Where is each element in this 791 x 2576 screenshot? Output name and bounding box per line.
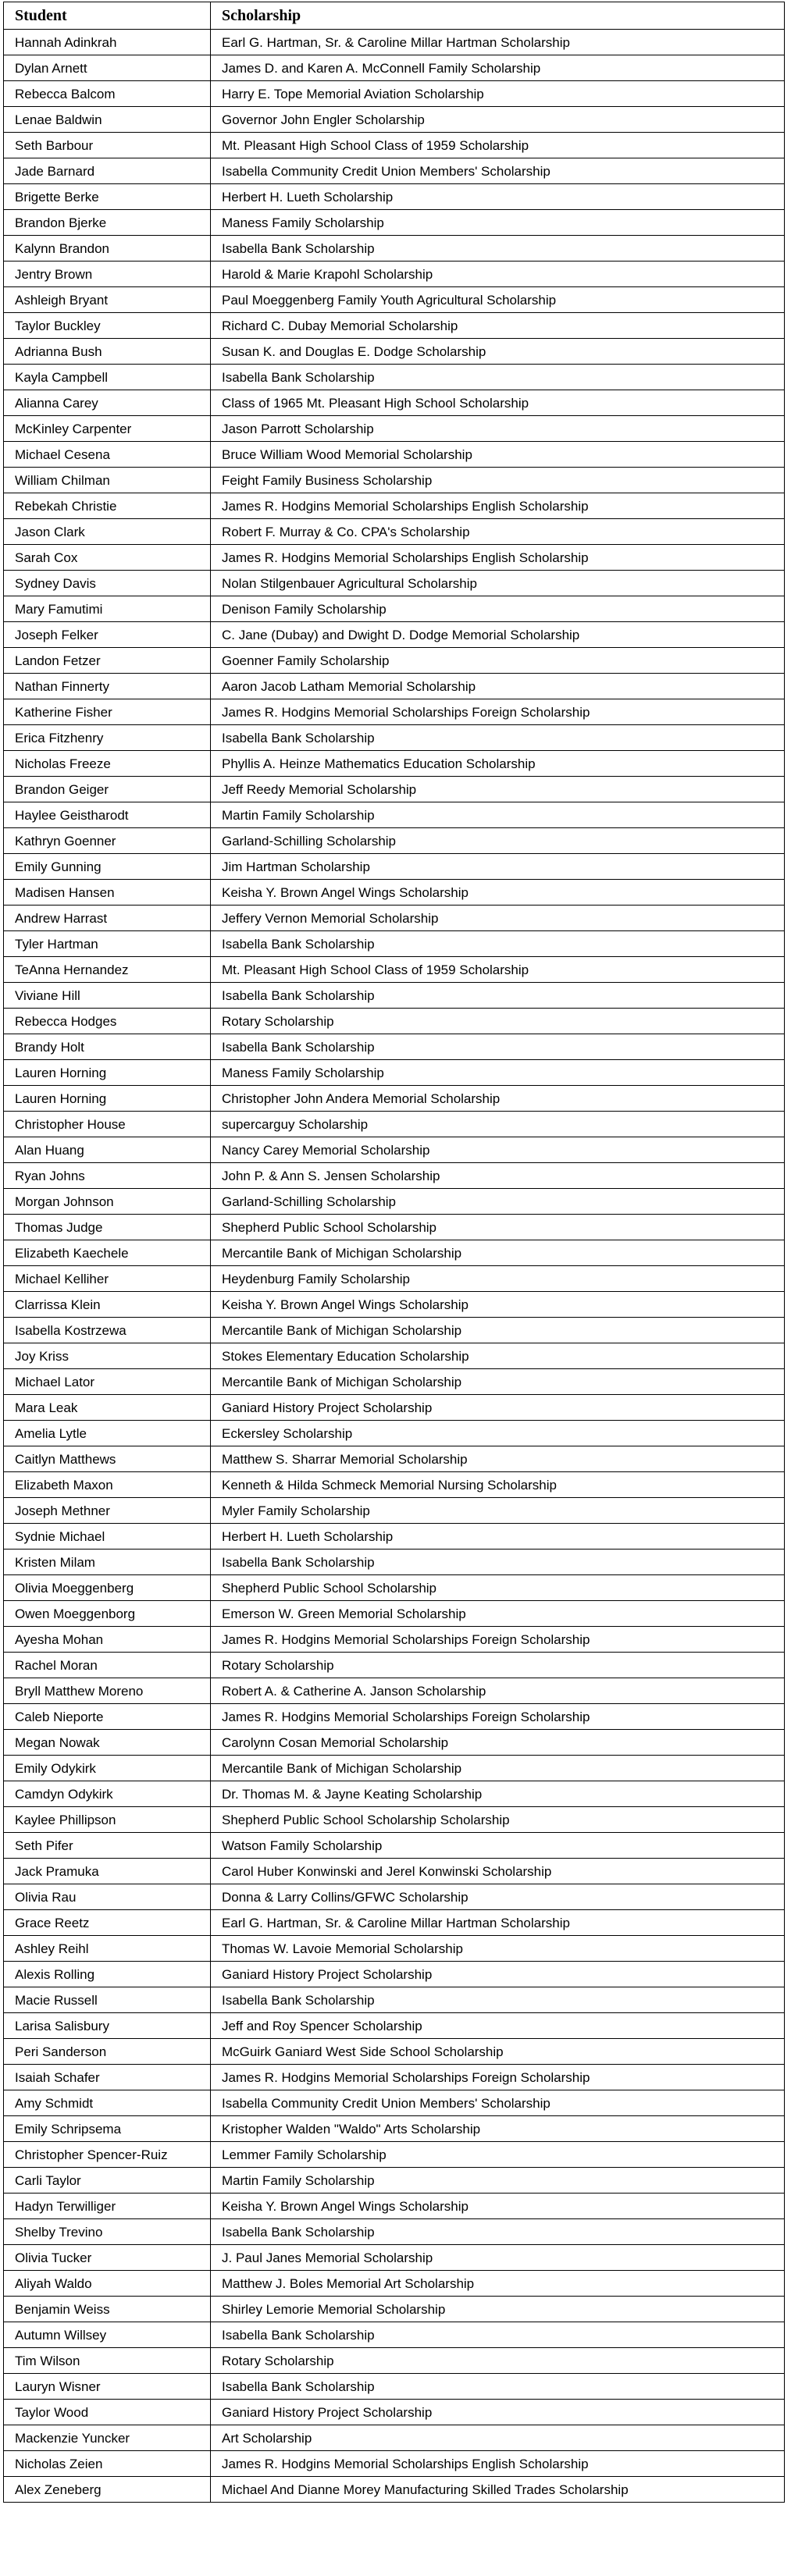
table-row xyxy=(4,210,785,236)
scholarship-name-cell: Matthew J. Boles Memorial Art Scholarship xyxy=(211,2271,785,2297)
student-name-cell: Clarrissa Klein xyxy=(4,1292,211,1318)
scholarship-name-cell: Carolynn Cosan Memorial Scholarship xyxy=(211,1730,785,1756)
table-row xyxy=(4,1060,785,1086)
table-row xyxy=(4,1730,785,1756)
student-name-cell: Sarah Cox xyxy=(4,545,211,571)
table-row xyxy=(4,571,785,596)
student-name-cell: Brandon Geiger xyxy=(4,777,211,802)
table-row xyxy=(4,828,785,854)
table-row xyxy=(4,1034,785,1060)
student-name-cell: Hadyn Terwilliger xyxy=(4,2194,211,2219)
scholarship-name-cell: Rotary Scholarship xyxy=(211,1653,785,1678)
scholarship-name-cell: Isabella Bank Scholarship xyxy=(211,1987,785,2013)
table-row xyxy=(4,2297,785,2322)
student-name-cell: Benjamin Weiss xyxy=(4,2297,211,2322)
student-name-cell: Brandy Holt xyxy=(4,1034,211,1060)
scholarship-name-cell: Mercantile Bank of Michigan Scholarship xyxy=(211,1369,785,1395)
student-name-cell: Jentry Brown xyxy=(4,262,211,287)
student-name-cell: Sydney Davis xyxy=(4,571,211,596)
scholarship-name-cell: Matthew S. Sharrar Memorial Scholarship xyxy=(211,1446,785,1472)
scholarship-name-cell: Michael And Dianne Morey Manufacturing Skilled Trades Scholarship xyxy=(211,2477,785,2503)
scholarship-name-cell: Denison Family Scholarship xyxy=(211,596,785,622)
column-header-student: Student xyxy=(4,2,211,30)
table-row xyxy=(4,2065,785,2090)
table-row xyxy=(4,55,785,81)
table-row xyxy=(4,1987,785,2013)
scholarship-name-cell: Isabella Bank Scholarship xyxy=(211,365,785,390)
scholarship-name-cell: Keisha Y. Brown Angel Wings Scholarship xyxy=(211,880,785,906)
table-row xyxy=(4,880,785,906)
student-name-cell: Ashleigh Bryant xyxy=(4,287,211,313)
student-name-cell: Brandon Bjerke xyxy=(4,210,211,236)
table-row xyxy=(4,622,785,648)
student-name-cell: Kristen Milam xyxy=(4,1550,211,1575)
scholarship-name-cell: Earl G. Hartman, Sr. & Caroline Millar Hartman Scholarship xyxy=(211,1910,785,1936)
table-row xyxy=(4,906,785,931)
scholarship-name-cell: Herbert H. Lueth Scholarship xyxy=(211,184,785,210)
table-row xyxy=(4,1936,785,1962)
table-row xyxy=(4,1215,785,1240)
student-name-cell: Olivia Tucker xyxy=(4,2245,211,2271)
table-row xyxy=(4,81,785,107)
table-row xyxy=(4,1910,785,1936)
scholarship-name-cell: Harold & Marie Krapohl Scholarship xyxy=(211,262,785,287)
student-name-cell: Kathryn Goenner xyxy=(4,828,211,854)
scholarship-name-cell: Martin Family Scholarship xyxy=(211,802,785,828)
student-name-cell: Nathan Finnerty xyxy=(4,674,211,699)
table-row xyxy=(4,2013,785,2039)
student-name-cell: Tyler Hartman xyxy=(4,931,211,957)
student-name-cell: Aliyah Waldo xyxy=(4,2271,211,2297)
student-name-cell: Rebekah Christie xyxy=(4,493,211,519)
scholarship-name-cell: Isabella Bank Scholarship xyxy=(211,236,785,262)
table-row xyxy=(4,1446,785,1472)
student-name-cell: William Chilman xyxy=(4,468,211,493)
student-name-cell: Mara Leak xyxy=(4,1395,211,1421)
scholarship-name-cell: Thomas W. Lavoie Memorial Scholarship xyxy=(211,1936,785,1962)
table-row xyxy=(4,1859,785,1884)
scholarship-name-cell: Isabella Community Credit Union Members' Scholarship xyxy=(211,158,785,184)
table-row xyxy=(4,1833,785,1859)
scholarship-name-cell: Robert A. & Catherine A. Janson Scholarship xyxy=(211,1678,785,1704)
table-row xyxy=(4,1266,785,1292)
student-name-cell: Christopher Spencer-Ruiz xyxy=(4,2142,211,2168)
scholarship-name-cell: Shirley Lemorie Memorial Scholarship xyxy=(211,2297,785,2322)
student-name-cell: Dylan Arnett xyxy=(4,55,211,81)
scholarship-name-cell: James R. Hodgins Memorial Scholarships Foreign Scholarship xyxy=(211,1704,785,1730)
scholarship-name-cell: Donna & Larry Collins/GFWC Scholarship xyxy=(211,1884,785,1910)
student-name-cell: Erica Fitzhenry xyxy=(4,725,211,751)
table-row xyxy=(4,1756,785,1781)
student-name-cell: Andrew Harrast xyxy=(4,906,211,931)
scholarship-name-cell: Isabella Bank Scholarship xyxy=(211,2374,785,2400)
student-name-cell: Mackenzie Yuncker xyxy=(4,2425,211,2451)
student-name-cell: Peri Sanderson xyxy=(4,2039,211,2065)
scholarship-name-cell: Stokes Elementary Education Scholarship xyxy=(211,1343,785,1369)
student-name-cell: Alianna Carey xyxy=(4,390,211,416)
scholarship-name-cell: Garland-Schilling Scholarship xyxy=(211,1189,785,1215)
table-row xyxy=(4,1962,785,1987)
student-name-cell: Mary Famutimi xyxy=(4,596,211,622)
student-name-cell: Haylee Geistharodt xyxy=(4,802,211,828)
table-row xyxy=(4,107,785,133)
scholarship-name-cell: Keisha Y. Brown Angel Wings Scholarship xyxy=(211,1292,785,1318)
student-name-cell: Seth Pifer xyxy=(4,1833,211,1859)
table-row xyxy=(4,1472,785,1498)
student-name-cell: Elizabeth Kaechele xyxy=(4,1240,211,1266)
table-row xyxy=(4,2425,785,2451)
scholarship-name-cell: Dr. Thomas M. & Jayne Keating Scholarship xyxy=(211,1781,785,1807)
scholarship-name-cell: Goenner Family Scholarship xyxy=(211,648,785,674)
student-name-cell: Nicholas Zeien xyxy=(4,2451,211,2477)
table-row xyxy=(4,699,785,725)
student-name-cell: Kaylee Phillipson xyxy=(4,1807,211,1833)
student-name-cell: Carli Taylor xyxy=(4,2168,211,2194)
scholarship-name-cell: Jeff and Roy Spencer Scholarship xyxy=(211,2013,785,2039)
student-name-cell: Ayesha Mohan xyxy=(4,1627,211,1653)
student-name-cell: Amy Schmidt xyxy=(4,2090,211,2116)
scholarship-name-cell: Ganiard History Project Scholarship xyxy=(211,1395,785,1421)
scholarship-name-cell: Class of 1965 Mt. Pleasant High School Scholarship xyxy=(211,390,785,416)
table-row xyxy=(4,493,785,519)
scholarship-name-cell: Aaron Jacob Latham Memorial Scholarship xyxy=(211,674,785,699)
table-row xyxy=(4,983,785,1009)
table-row xyxy=(4,365,785,390)
table-row xyxy=(4,2090,785,2116)
table-row xyxy=(4,1163,785,1189)
scholarship-name-cell: Isabella Bank Scholarship xyxy=(211,931,785,957)
scholarship-name-cell: Rotary Scholarship xyxy=(211,1009,785,1034)
scholarship-name-cell: Watson Family Scholarship xyxy=(211,1833,785,1859)
table-row xyxy=(4,1009,785,1034)
table-row xyxy=(4,751,785,777)
table-row xyxy=(4,1575,785,1601)
scholarship-name-cell: Shepherd Public School Scholarship xyxy=(211,1575,785,1601)
student-name-cell: McKinley Carpenter xyxy=(4,416,211,442)
student-name-cell: Alexis Rolling xyxy=(4,1962,211,1987)
table-row xyxy=(4,545,785,571)
table-row xyxy=(4,1086,785,1112)
student-name-cell: Caleb Nieporte xyxy=(4,1704,211,1730)
table-row xyxy=(4,2116,785,2142)
table-body xyxy=(4,30,785,2503)
scholarship-name-cell: Emerson W. Green Memorial Scholarship xyxy=(211,1601,785,1627)
table-row xyxy=(4,802,785,828)
student-name-cell: Amelia Lytle xyxy=(4,1421,211,1446)
student-name-cell: Viviane Hill xyxy=(4,983,211,1009)
student-name-cell: Christopher House xyxy=(4,1112,211,1137)
student-name-cell: Brigette Berke xyxy=(4,184,211,210)
scholarship-name-cell: Maness Family Scholarship xyxy=(211,1060,785,1086)
scholarship-name-cell: Keisha Y. Brown Angel Wings Scholarship xyxy=(211,2194,785,2219)
scholarship-name-cell: James D. and Karen A. McConnell Family Scholarship xyxy=(211,55,785,81)
student-name-cell: Olivia Moeggenberg xyxy=(4,1575,211,1601)
table-row xyxy=(4,1601,785,1627)
scholarship-name-cell: James R. Hodgins Memorial Scholarships English Scholarship xyxy=(211,493,785,519)
scholarship-name-cell: Heydenburg Family Scholarship xyxy=(211,1266,785,1292)
table-row xyxy=(4,854,785,880)
table-row xyxy=(4,1240,785,1266)
table-row xyxy=(4,2322,785,2348)
scholarship-name-cell: James R. Hodgins Memorial Scholarships Foreign Scholarship xyxy=(211,2065,785,2090)
scholarship-name-cell: supercarguy Scholarship xyxy=(211,1112,785,1137)
scholarship-name-cell: Richard C. Dubay Memorial Scholarship xyxy=(211,313,785,339)
table-row xyxy=(4,1627,785,1653)
table-row xyxy=(4,1704,785,1730)
table-row xyxy=(4,236,785,262)
table-row xyxy=(4,2374,785,2400)
student-name-cell: Jade Barnard xyxy=(4,158,211,184)
scholarship-name-cell: Kenneth & Hilda Schmeck Memorial Nursing Scholarship xyxy=(211,1472,785,1498)
table-row xyxy=(4,2039,785,2065)
scholarship-name-cell: Harry E. Tope Memorial Aviation Scholarship xyxy=(211,81,785,107)
student-name-cell: Kayla Campbell xyxy=(4,365,211,390)
scholarship-name-cell: Mercantile Bank of Michigan Scholarship xyxy=(211,1240,785,1266)
scholarship-name-cell: Paul Moeggenberg Family Youth Agricultural Scholarship xyxy=(211,287,785,313)
student-name-cell: Camdyn Odykirk xyxy=(4,1781,211,1807)
student-name-cell: Isabella Kostrzewa xyxy=(4,1318,211,1343)
student-name-cell: Sydnie Michael xyxy=(4,1524,211,1550)
student-name-cell: Lauren Horning xyxy=(4,1060,211,1086)
table-row xyxy=(4,2194,785,2219)
scholarship-table xyxy=(3,2,785,2503)
table-row xyxy=(4,1189,785,1215)
student-name-cell: Lauren Horning xyxy=(4,1086,211,1112)
student-name-cell: Michael Kelliher xyxy=(4,1266,211,1292)
scholarship-name-cell: Christopher John Andera Memorial Scholarship xyxy=(211,1086,785,1112)
student-name-cell: Katherine Fisher xyxy=(4,699,211,725)
scholarship-name-cell: James R. Hodgins Memorial Scholarships Foreign Scholarship xyxy=(211,699,785,725)
student-name-cell: Adrianna Bush xyxy=(4,339,211,365)
student-name-cell: Taylor Wood xyxy=(4,2400,211,2425)
table-row xyxy=(4,1884,785,1910)
scholarship-name-cell: Governor John Engler Scholarship xyxy=(211,107,785,133)
student-name-cell: Isaiah Schafer xyxy=(4,2065,211,2090)
table-row xyxy=(4,2271,785,2297)
header-row xyxy=(4,2,785,30)
scholarship-name-cell: Carol Huber Konwinski and Jerel Konwinski Scholarship xyxy=(211,1859,785,1884)
student-name-cell: Shelby Trevino xyxy=(4,2219,211,2245)
scholarship-name-cell: Jim Hartman Scholarship xyxy=(211,854,785,880)
student-name-cell: Jack Pramuka xyxy=(4,1859,211,1884)
table-row xyxy=(4,184,785,210)
scholarship-name-cell: Maness Family Scholarship xyxy=(211,210,785,236)
scholarship-name-cell: McGuirk Ganiard West Side School Scholarship xyxy=(211,2039,785,2065)
student-name-cell: Joseph Felker xyxy=(4,622,211,648)
scholarship-name-cell: Martin Family Scholarship xyxy=(211,2168,785,2194)
column-header-scholarship: Scholarship xyxy=(211,2,785,30)
student-name-cell: Owen Moeggenborg xyxy=(4,1601,211,1627)
scholarship-name-cell: Isabella Bank Scholarship xyxy=(211,725,785,751)
table-row xyxy=(4,1369,785,1395)
student-name-cell: Alan Huang xyxy=(4,1137,211,1163)
table-row xyxy=(4,1498,785,1524)
table-row xyxy=(4,1421,785,1446)
student-name-cell: Seth Barbour xyxy=(4,133,211,158)
scholarship-name-cell: Isabella Bank Scholarship xyxy=(211,2219,785,2245)
table-row xyxy=(4,2400,785,2425)
table-row xyxy=(4,1318,785,1343)
scholarship-name-cell: Lemmer Family Scholarship xyxy=(211,2142,785,2168)
student-name-cell: Thomas Judge xyxy=(4,1215,211,1240)
table-row xyxy=(4,1781,785,1807)
scholarship-name-cell: Kristopher Walden "Waldo" Arts Scholarship xyxy=(211,2116,785,2142)
table-row xyxy=(4,158,785,184)
scholarship-name-cell: Rotary Scholarship xyxy=(211,2348,785,2374)
student-name-cell: Macie Russell xyxy=(4,1987,211,2013)
scholarship-name-cell: Robert F. Murray & Co. CPA's Scholarship xyxy=(211,519,785,545)
student-name-cell: Kalynn Brandon xyxy=(4,236,211,262)
scholarship-name-cell: C. Jane (Dubay) and Dwight D. Dodge Memorial Scholarship xyxy=(211,622,785,648)
student-name-cell: Larisa Salisbury xyxy=(4,2013,211,2039)
scholarship-name-cell: Jason Parrott Scholarship xyxy=(211,416,785,442)
scholarship-name-cell: James R. Hodgins Memorial Scholarships Foreign Scholarship xyxy=(211,1627,785,1653)
table-row xyxy=(4,648,785,674)
scholarship-name-cell: Ganiard History Project Scholarship xyxy=(211,2400,785,2425)
scholarship-name-cell: James R. Hodgins Memorial Scholarships English Scholarship xyxy=(211,2451,785,2477)
student-name-cell: Rachel Moran xyxy=(4,1653,211,1678)
student-name-cell: Madisen Hansen xyxy=(4,880,211,906)
table-row xyxy=(4,1524,785,1550)
student-name-cell: Megan Nowak xyxy=(4,1730,211,1756)
student-name-cell: Emily Gunning xyxy=(4,854,211,880)
student-name-cell: Ryan Johns xyxy=(4,1163,211,1189)
scholarship-name-cell: Art Scholarship xyxy=(211,2425,785,2451)
student-name-cell: Michael Lator xyxy=(4,1369,211,1395)
student-name-cell: Grace Reetz xyxy=(4,1910,211,1936)
student-name-cell: Elizabeth Maxon xyxy=(4,1472,211,1498)
table-row xyxy=(4,262,785,287)
table-row xyxy=(4,1653,785,1678)
table-row xyxy=(4,416,785,442)
student-name-cell: Nicholas Freeze xyxy=(4,751,211,777)
scholarship-name-cell: Ganiard History Project Scholarship xyxy=(211,1962,785,1987)
student-name-cell: Morgan Johnson xyxy=(4,1189,211,1215)
table-row xyxy=(4,2219,785,2245)
table-row xyxy=(4,2451,785,2477)
table-row xyxy=(4,1112,785,1137)
table-row xyxy=(4,957,785,983)
table-row xyxy=(4,2477,785,2503)
scholarship-name-cell: John P. & Ann S. Jensen Scholarship xyxy=(211,1163,785,1189)
table-row xyxy=(4,1807,785,1833)
student-name-cell: Emily Schripsema xyxy=(4,2116,211,2142)
scholarship-name-cell: Nancy Carey Memorial Scholarship xyxy=(211,1137,785,1163)
student-name-cell: Alex Zeneberg xyxy=(4,2477,211,2503)
scholarship-name-cell: Shepherd Public School Scholarship xyxy=(211,1215,785,1240)
student-name-cell: Tim Wilson xyxy=(4,2348,211,2374)
student-name-cell: Joy Kriss xyxy=(4,1343,211,1369)
table-row xyxy=(4,1550,785,1575)
table-row xyxy=(4,2348,785,2374)
student-name-cell: Olivia Rau xyxy=(4,1884,211,1910)
table-row xyxy=(4,313,785,339)
student-name-cell: Joseph Methner xyxy=(4,1498,211,1524)
table-row xyxy=(4,596,785,622)
scholarship-name-cell: Isabella Bank Scholarship xyxy=(211,1550,785,1575)
table-row xyxy=(4,2245,785,2271)
table-row xyxy=(4,133,785,158)
table-row xyxy=(4,287,785,313)
scholarship-name-cell: Mt. Pleasant High School Class of 1959 Scholarship xyxy=(211,957,785,983)
scholarship-name-cell: Bruce William Wood Memorial Scholarship xyxy=(211,442,785,468)
table-row xyxy=(4,725,785,751)
scholarship-name-cell: Myler Family Scholarship xyxy=(211,1498,785,1524)
scholarship-name-cell: Eckersley Scholarship xyxy=(211,1421,785,1446)
scholarship-name-cell: Isabella Community Credit Union Members' Scholarship xyxy=(211,2090,785,2116)
table-row xyxy=(4,2168,785,2194)
student-name-cell: Landon Fetzer xyxy=(4,648,211,674)
scholarship-name-cell: Mercantile Bank of Michigan Scholarship xyxy=(211,1318,785,1343)
table-row xyxy=(4,2142,785,2168)
table-row xyxy=(4,777,785,802)
student-name-cell: Rebecca Balcom xyxy=(4,81,211,107)
scholarship-name-cell: Jeffery Vernon Memorial Scholarship xyxy=(211,906,785,931)
scholarship-name-cell: Susan K. and Douglas E. Dodge Scholarship xyxy=(211,339,785,365)
scholarship-name-cell: Isabella Bank Scholarship xyxy=(211,983,785,1009)
student-name-cell: Caitlyn Matthews xyxy=(4,1446,211,1472)
student-name-cell: Bryll Matthew Moreno xyxy=(4,1678,211,1704)
student-name-cell: Michael Cesena xyxy=(4,442,211,468)
table-row xyxy=(4,390,785,416)
table-row xyxy=(4,931,785,957)
scholarship-name-cell: Garland-Schilling Scholarship xyxy=(211,828,785,854)
table-row xyxy=(4,674,785,699)
scholarship-name-cell: Earl G. Hartman, Sr. & Caroline Millar Hartman Scholarship xyxy=(211,30,785,55)
student-name-cell: Jason Clark xyxy=(4,519,211,545)
scholarship-name-cell: Isabella Bank Scholarship xyxy=(211,2322,785,2348)
table-row xyxy=(4,1678,785,1704)
scholarship-name-cell: Shepherd Public School Scholarship Scholarship xyxy=(211,1807,785,1833)
student-name-cell: Lenae Baldwin xyxy=(4,107,211,133)
table-row xyxy=(4,339,785,365)
scholarship-name-cell: Isabella Bank Scholarship xyxy=(211,1034,785,1060)
student-name-cell: Emily Odykirk xyxy=(4,1756,211,1781)
table-row xyxy=(4,1343,785,1369)
scholarship-name-cell: Jeff Reedy Memorial Scholarship xyxy=(211,777,785,802)
student-name-cell: Hannah Adinkrah xyxy=(4,30,211,55)
scholarship-name-cell: Mercantile Bank of Michigan Scholarship xyxy=(211,1756,785,1781)
table-row xyxy=(4,1292,785,1318)
scholarship-name-cell: James R. Hodgins Memorial Scholarships English Scholarship xyxy=(211,545,785,571)
student-name-cell: Ashley Reihl xyxy=(4,1936,211,1962)
table-row xyxy=(4,468,785,493)
student-name-cell: Autumn Willsey xyxy=(4,2322,211,2348)
table-row xyxy=(4,442,785,468)
student-name-cell: TeAnna Hernandez xyxy=(4,957,211,983)
student-name-cell: Rebecca Hodges xyxy=(4,1009,211,1034)
scholarship-name-cell: Feight Family Business Scholarship xyxy=(211,468,785,493)
scholarship-name-cell: Herbert H. Lueth Scholarship xyxy=(211,1524,785,1550)
table-row xyxy=(4,1137,785,1163)
student-name-cell: Taylor Buckley xyxy=(4,313,211,339)
scholarship-name-cell: J. Paul Janes Memorial Scholarship xyxy=(211,2245,785,2271)
scholarship-name-cell: Nolan Stilgenbauer Agricultural Scholarship xyxy=(211,571,785,596)
table-row xyxy=(4,519,785,545)
scholarship-name-cell: Phyllis A. Heinze Mathematics Education Scholarship xyxy=(211,751,785,777)
student-name-cell: Lauryn Wisner xyxy=(4,2374,211,2400)
scholarship-name-cell: Mt. Pleasant High School Class of 1959 Scholarship xyxy=(211,133,785,158)
table-row xyxy=(4,1395,785,1421)
table-row xyxy=(4,30,785,55)
